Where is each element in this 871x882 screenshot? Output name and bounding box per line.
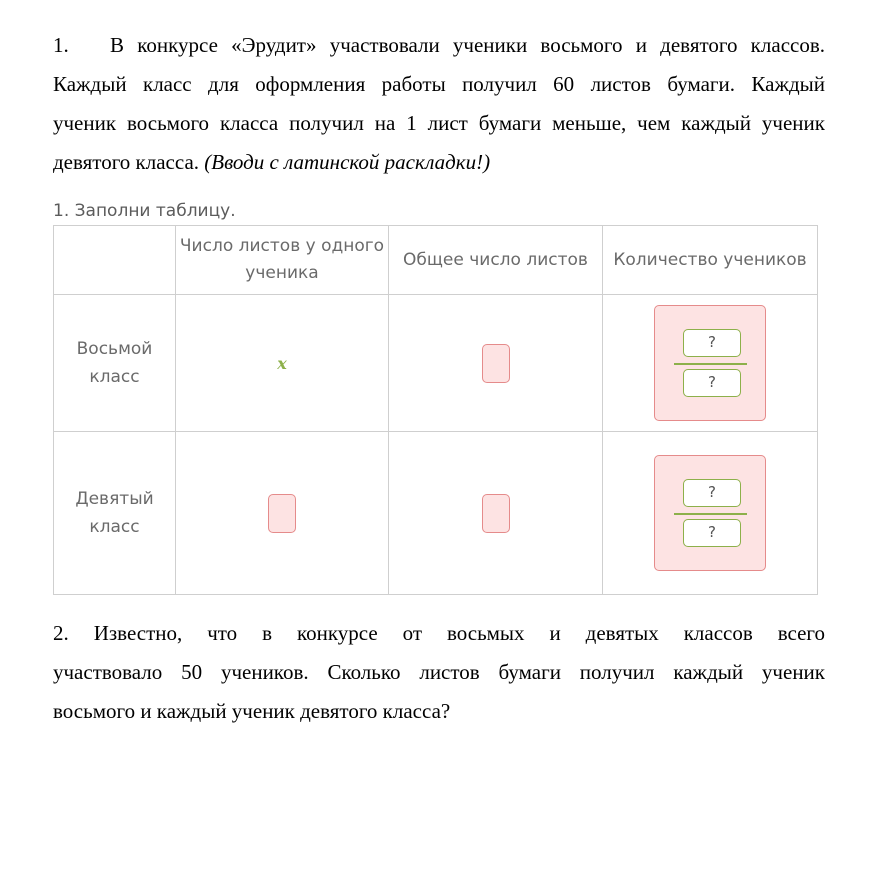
eighth-count-cell: [603, 295, 818, 432]
task1-number: 1.: [53, 33, 69, 57]
ninth-total-cell: [389, 432, 603, 595]
ninth-count-denominator-input[interactable]: ?: [683, 519, 741, 547]
task1-line-2: Каждый класс для оформления работы получил 60 листов бумаги. Каждый: [53, 72, 825, 96]
task1-text: [53, 26, 825, 182]
table-header-sheets-per-student: Число листов у одного ученика: [176, 226, 389, 295]
task2-line-2: участвовало 50 учеников. Сколько листов бумаги получил каждый ученик: [53, 660, 825, 684]
table-header-empty: [54, 226, 176, 295]
table-header-total-sheets: Общее число листов: [389, 226, 603, 295]
ninth-count-cell: [603, 432, 818, 595]
eighth-count-fraction: [654, 305, 766, 421]
task2-line-3: восьмого и каждый ученик девятого класса?: [53, 699, 451, 723]
task2-line-1: 2. Известно, что в конкурсе от восьмых и девятых классов всего: [53, 621, 825, 645]
eighth-total-cell: [389, 295, 603, 432]
row-label-ninth: Девятый класс: [75, 489, 154, 537]
eighth-sheets-cell: [176, 295, 389, 432]
eighth-count-denominator-input[interactable]: ?: [683, 369, 741, 397]
table-header-row: [54, 226, 818, 295]
task1-line-4-text: девятого класса.: [53, 150, 200, 174]
ninth-count-numerator-input[interactable]: ?: [683, 479, 741, 507]
eighth-total-input[interactable]: [482, 344, 510, 383]
task1-note: (Вводи с латинской раскладки!): [204, 150, 491, 174]
ninth-sheets-input[interactable]: [268, 494, 296, 533]
task1-line-1-text: В конкурсе «Эрудит» участвовали ученики восьмого и девятого классов.: [110, 33, 825, 57]
eighth-count-numerator-input[interactable]: ?: [683, 329, 741, 357]
ninth-total-input[interactable]: [482, 494, 510, 533]
table-header-student-count: Количество учеников: [603, 226, 818, 295]
row-label-eighth: Восьмой класс: [76, 339, 153, 387]
fraction-bar: [674, 513, 747, 515]
task1-line-1: [53, 26, 825, 65]
task1-line-3: ученик восьмого класса получил на 1 лист бумаги меньше, чем каждый ученик: [53, 111, 825, 135]
table-row: [54, 432, 818, 595]
row-label-cell: [54, 432, 176, 595]
task2-text: [53, 614, 825, 731]
ninth-sheets-cell: [176, 432, 389, 595]
fraction-bar: [674, 363, 747, 365]
eighth-sheets-value: x: [277, 353, 287, 373]
table-row: [54, 295, 818, 432]
ninth-count-fraction: [654, 455, 766, 571]
instruction-label: 1. Заполни таблицу.: [53, 201, 236, 221]
task1-line-4: [53, 143, 825, 182]
data-table: [53, 225, 818, 595]
row-label-cell: [54, 295, 176, 432]
